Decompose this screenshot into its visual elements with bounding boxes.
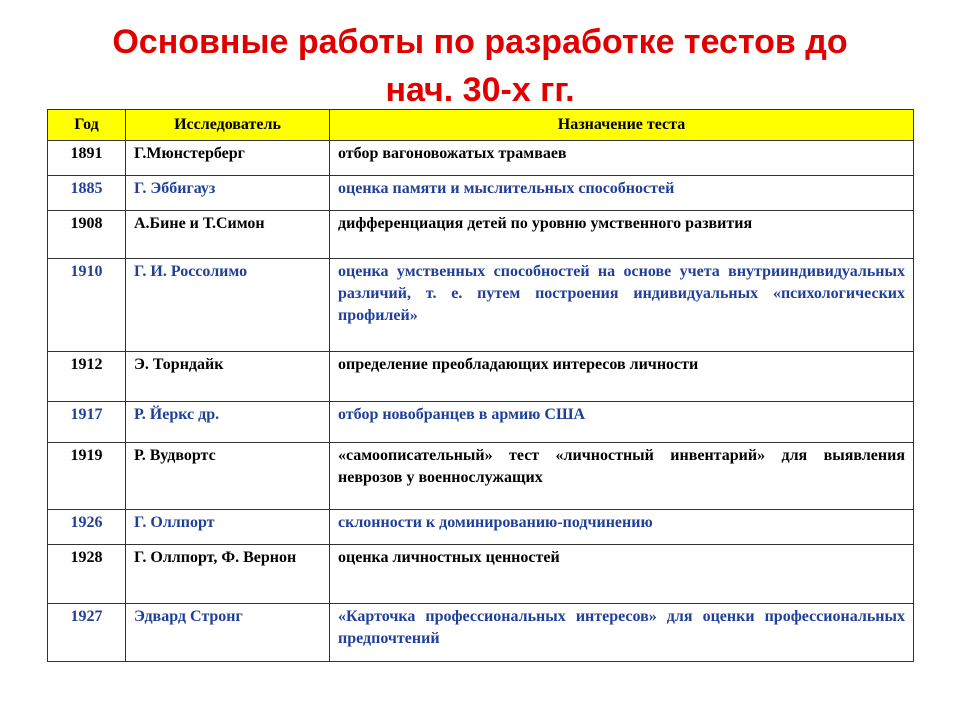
table-row <box>48 176 914 211</box>
purpose-cell: «самоописательный» тест «личностный инвентарий» для выявления неврозов у военнослужащих <box>330 443 914 510</box>
slide-title-line-2: нач. 30-х гг. <box>385 71 575 109</box>
purpose-cell: оценка умственных способностей на основе учета внутрииндивидуальных различий, т. е. путем построения индивидуальных «психологических профилей» <box>330 259 914 352</box>
researcher-cell: Г. И. Россолимо <box>126 259 330 352</box>
researcher-cell: Г.Мюнстерберг <box>126 141 330 176</box>
table-header <box>48 110 914 141</box>
purpose-cell: оценка памяти и мыслительных способностей <box>330 176 914 211</box>
purpose-cell: склонности к доминированию-подчинению <box>330 510 914 545</box>
purpose-cell: определение преобладающих интересов личности <box>330 352 914 402</box>
researcher-cell: Г. Оллпорт, Ф. Вернон <box>126 545 330 604</box>
year-cell: 1928 <box>48 545 126 604</box>
tests-table <box>47 109 914 662</box>
table-row <box>48 259 914 352</box>
researcher-cell: Э. Торндайк <box>126 352 330 402</box>
slide-title-line-1: Основные работы по разработке тестов до <box>112 23 848 61</box>
researcher-cell: Р. Вудвортс <box>126 443 330 510</box>
year-cell: 1910 <box>48 259 126 352</box>
table-row <box>48 545 914 604</box>
table-row <box>48 604 914 662</box>
header-researcher: Исследователь <box>126 110 330 141</box>
year-cell: 1919 <box>48 443 126 510</box>
table-row <box>48 443 914 510</box>
researcher-cell: Г. Эббигауз <box>126 176 330 211</box>
year-cell: 1917 <box>48 402 126 443</box>
purpose-cell: «Карточка профессиональных интересов» для оценки профессиональных предпочтений <box>330 604 914 662</box>
table-row <box>48 402 914 443</box>
table-row <box>48 510 914 545</box>
researcher-cell: Г. Оллпорт <box>126 510 330 545</box>
researcher-cell: Эдвард Стронг <box>126 604 330 662</box>
researcher-cell: Р. Йеркс др. <box>126 402 330 443</box>
table-body <box>48 141 914 662</box>
year-cell: 1926 <box>48 510 126 545</box>
year-cell: 1912 <box>48 352 126 402</box>
table-row <box>48 352 914 402</box>
header-row <box>48 110 914 141</box>
year-cell: 1908 <box>48 211 126 259</box>
header-year: Год <box>48 110 126 141</box>
purpose-cell: отбор вагоновожатых трамваев <box>330 141 914 176</box>
year-cell: 1891 <box>48 141 126 176</box>
purpose-cell: оценка личностных ценностей <box>330 545 914 604</box>
year-cell: 1927 <box>48 604 126 662</box>
slide-title <box>0 18 960 114</box>
table-row <box>48 211 914 259</box>
purpose-cell: отбор новобранцев в армию США <box>330 402 914 443</box>
purpose-cell: дифференциация детей по уровню умственного развития <box>330 211 914 259</box>
researcher-cell: А.Бине и Т.Симон <box>126 211 330 259</box>
year-cell: 1885 <box>48 176 126 211</box>
table-row <box>48 141 914 176</box>
header-purpose: Назначение теста <box>330 110 914 141</box>
